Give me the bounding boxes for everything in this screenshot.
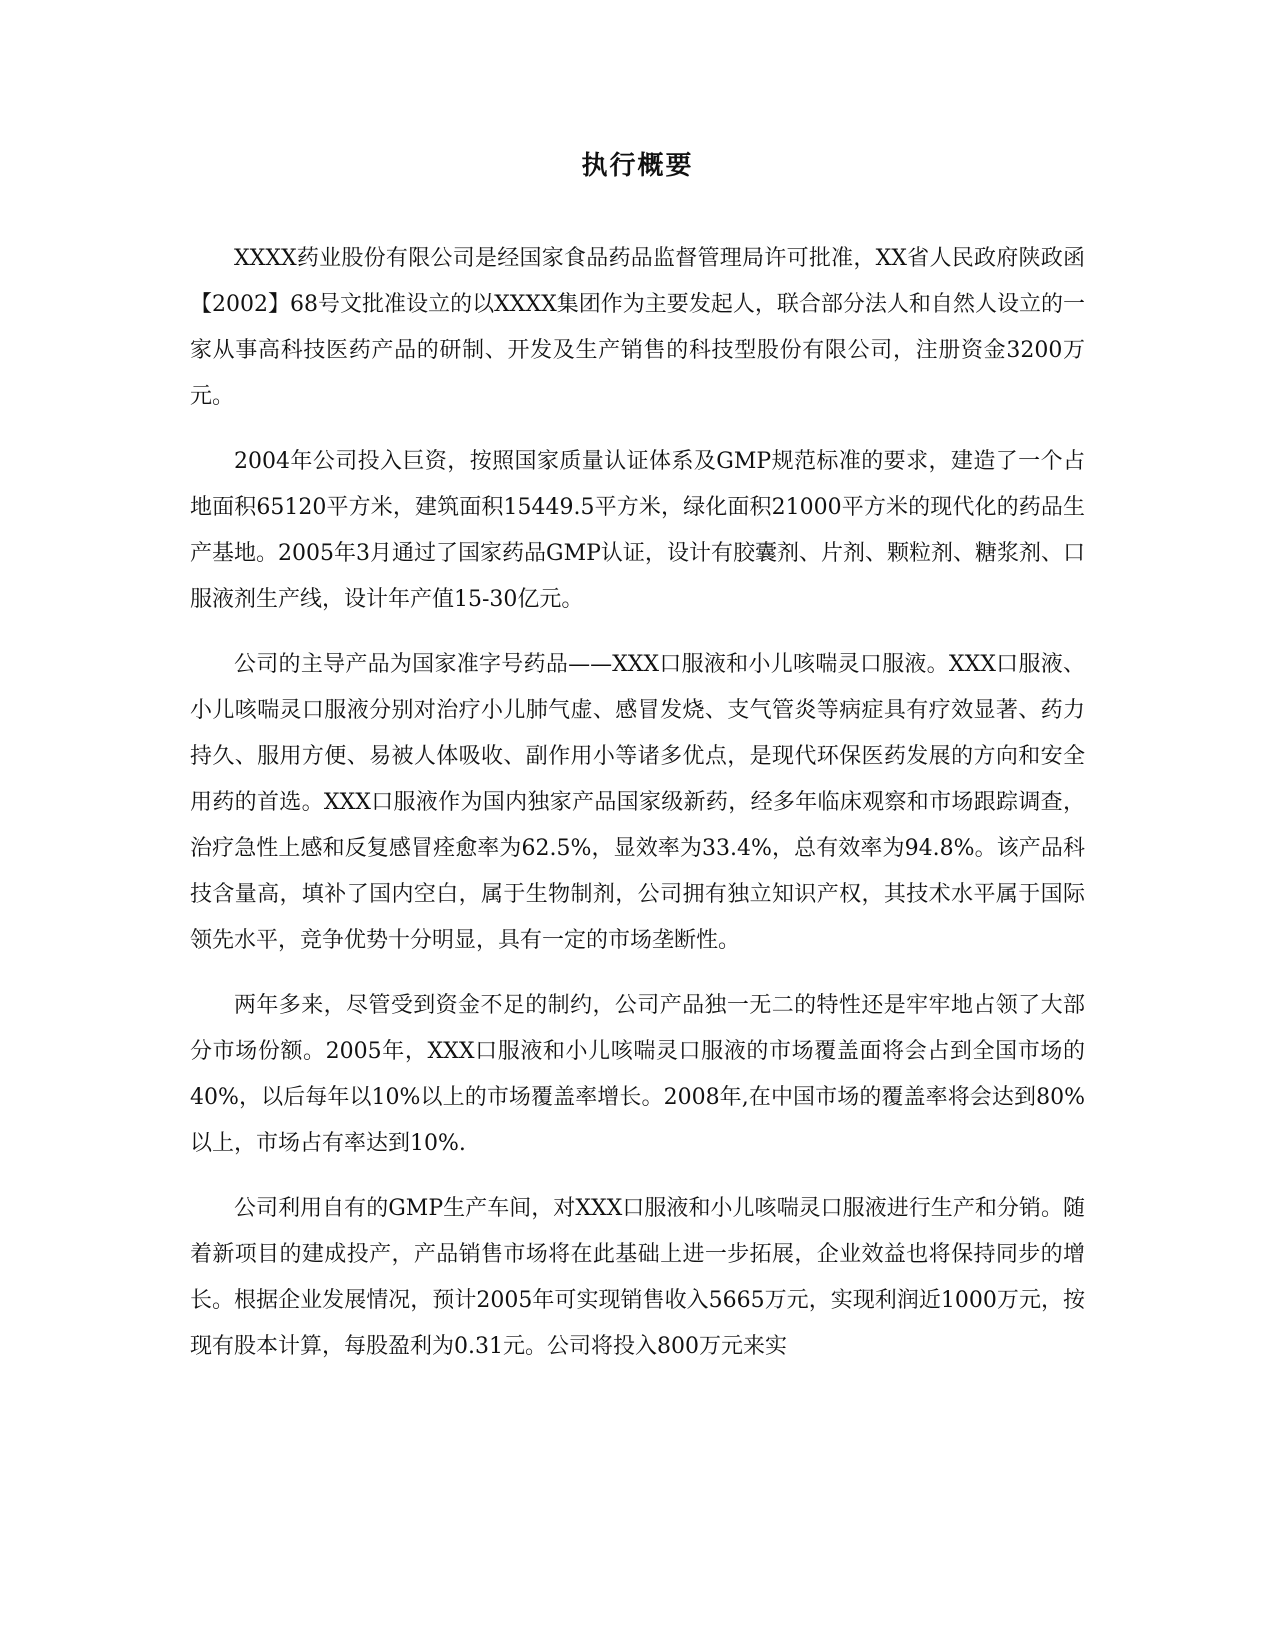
page-title: 执行概要	[581, 151, 694, 181]
paragraph-main-products: 公司的主导产品为国家准字号药品——XXX口服液和小儿咳喘灵口服液。XXX口服液、小儿咳喘灵口服液分别对治疗小儿肺气虚、感冒发烧、支气管炎等病症具有疗效显著、药力持久、服用方便、易被人体吸收、副作用小等诸多优点，是现代环保医药发展的方向和安全用药的首选。XXX口服液作为国内独家产品国家级新药，经多年临床观察和市场跟踪调查，治疗急性上感和反复感冒痊愈率为62.5%，显效率为33.4%，总有效率为94.8%。该产品科技含量高，填补了国内空白，属于生物制剂，公司拥有独立知识产权，其技术水平属于国际领先水平，竞争优势十分明显，具有一定的市场垄断性。	[190, 652, 1085, 953]
paragraph-production-base: 2004年公司投入巨资，按照国家质量认证体系及GMP规范标准的要求，建造了一个占地面积65120平方米，建筑面积15449.5平方米，绿化面积21000平方米的现代化的药品生产基地。2005年3月通过了国家药品GMP认证，设计有胶囊剂、片剂、颗粒剂、糖浆剂、口服液剂生产线，设计年产值15-30亿元。	[190, 449, 1085, 612]
paragraph-market-share: 两年多来，尽管受到资金不足的制约，公司产品独一无二的特性还是牢牢地占领了大部分市场份额。2005年，XXX口服液和小儿咳喘灵口服液的市场覆盖面将会占到全国市场的40%，以后每年以10%以上的市场覆盖率增长。2008年,在中国市场的覆盖率将会达到80%以上，市场占有率达到10%.	[190, 993, 1085, 1156]
paragraph-sales-forecast: 公司利用自有的GMP生产车间，对XXX口服液和小儿咳喘灵口服液进行生产和分销。随着新项目的建成投产，产品销售市场将在此基础上进一步拓展，企业效益也将保持同步的增长。根据企业发展情况，预计2005年可实现销售收入5665万元，实现利润近1000万元，按现有股本计算，每股盈利为0.31元。公司将投入800万元来实	[190, 1196, 1085, 1359]
document-body	[190, 236, 1085, 1389]
paragraph-company-intro: XXXX药业股份有限公司是经国家食品药品监督管理局许可批准，XX省人民政府陕政函【2002】68号文批准设立的以XXXX集团作为主要发起人，联合部分法人和自然人设立的一家从事高科技医药产品的研制、开发及生产销售的科技型股份有限公司，注册资金3200万元。	[190, 246, 1085, 409]
